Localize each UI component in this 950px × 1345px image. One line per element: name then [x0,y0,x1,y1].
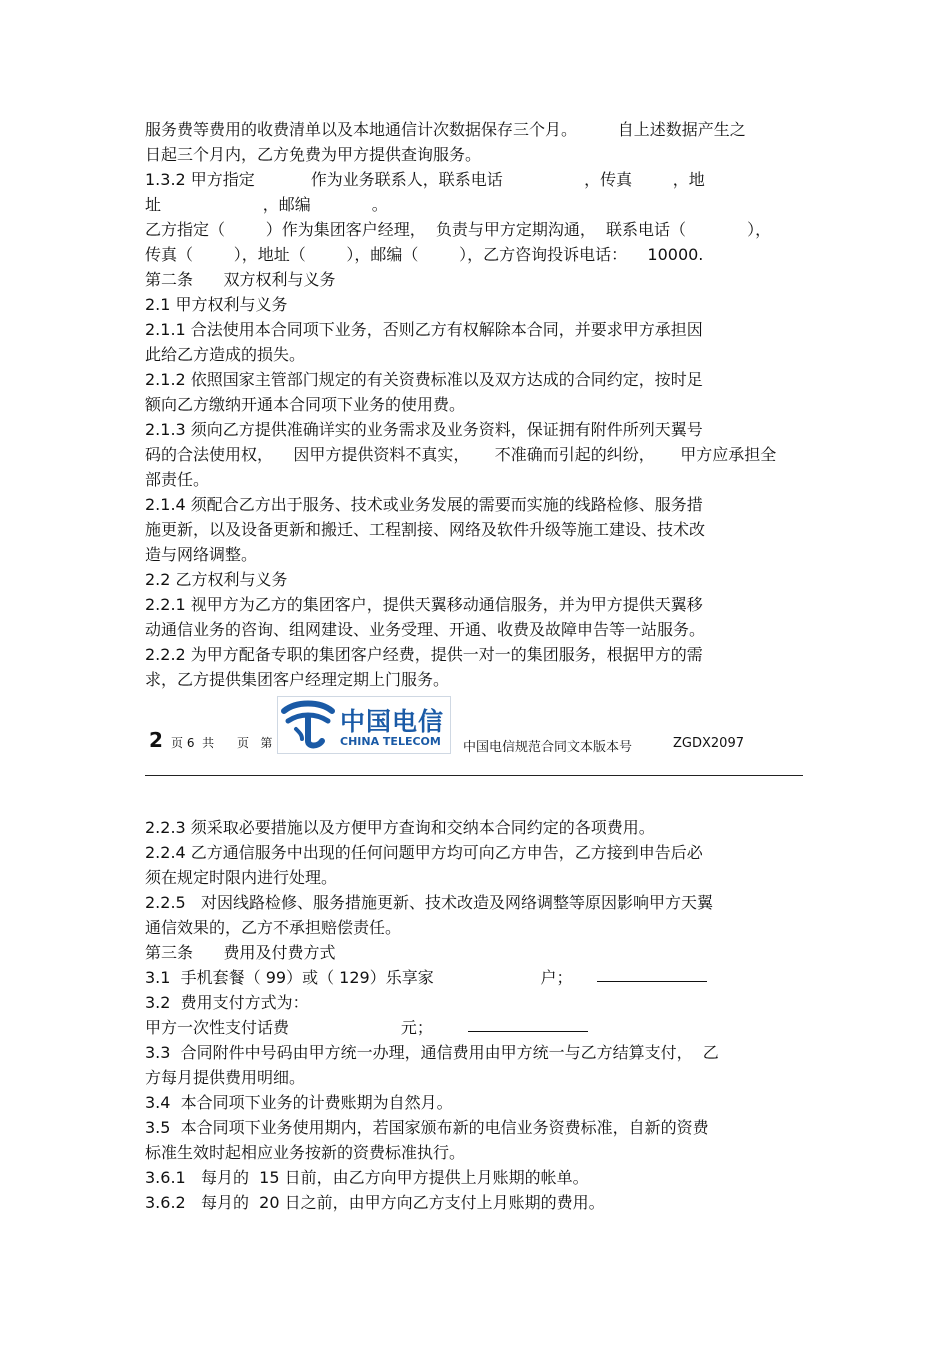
text-line: 3.2 费用支付方式为： [145,993,309,1012]
text-line: 此给乙方造成的损失。 [145,345,306,364]
text-line: 施更新，以及设备更新和搬迁、工程割接、网络及软件升级等施工建设、技术改 [145,520,706,539]
text-line: 求，乙方提供集团客户经理定期上门服务。 [145,670,450,689]
text-line: 2.2.1 视甲方为乙方的集团客户，提供天翼移动通信服务，并为甲方提供天翼移 [145,595,703,614]
page-divider [145,775,803,776]
telecom-swirl-icon [278,697,338,753]
document-version-code: ZGDX2097 [673,736,744,751]
text-line: 2.1.1 合法使用本合同项下业务，否则乙方有权解除本合同，并要求甲方承担因 [145,320,703,339]
text-line: 日起三个月内，乙方免费为甲方提供查询服务。 [145,145,482,164]
text-line: 3.4 本合同项下业务的计费账期为自然月。 [145,1093,453,1112]
text-line: 额向乙方缴纳开通本合同项下业务的使用费。 [145,395,466,414]
logo-chinese-text: 中国电信 [340,707,445,736]
text-line: 方每月提供费用明细。 [145,1068,306,1087]
text-line: 甲方一次性支付话费 元； [145,1018,433,1037]
document-version-label: 中国电信规范合同文本版本号 [463,740,633,755]
text-line: 址 ，邮编 。 [145,195,388,214]
page-count-text: 页 6 共 页 第 [171,736,273,750]
text-line: 2.1.4 须配合乙方出于服务、技术或业务发展的需要而实施的线路检修、服务措 [145,495,703,514]
section-heading: 第三条 费用及付费方式 [145,943,336,962]
page-footer [145,696,805,758]
logo-english-text: CHINA TELECOM [340,735,441,748]
text-line: 标准生效时起相应业务按新的资费标准执行。 [145,1143,466,1162]
subsection-heading: 2.1 甲方权利与义务 [145,295,288,314]
text-line: 3.3 合同附件中号码由甲方统一办理，通信费用由甲方统一与乙方结算支付， 乙 [145,1043,719,1062]
text-line: 服务费等费用的收费清单以及本地通信计次数据保存三个月。 自上述数据产生之 [145,120,746,139]
text-line: 须在规定时限内进行处理。 [145,868,338,887]
fill-in-blank-line [597,981,707,982]
text-line: 3.5 本合同项下业务使用期内，若国家颁布新的电信业务资费标准，自新的资费 [145,1118,709,1137]
text-line: 传真（ ），地址（ ），邮编（ ），乙方咨询投诉电话： 10000. [145,245,704,264]
text-line: 部责任。 [145,470,210,489]
text-line: 2.1.2 依照国家主管部门规定的有关资费标准以及双方达成的合同约定，按时足 [145,370,703,389]
subsection-heading: 2.2 乙方权利与义务 [145,570,288,589]
china-telecom-logo [277,696,451,754]
section-heading: 第二条 双方权利与义务 [145,270,336,289]
fill-in-blank-line [468,1031,588,1032]
text-line: 码的合法使用权， 因甲方提供资料不真实， 不准确而引起的纠纷， 甲方应承担全 [145,445,777,464]
text-line: 2.2.2 为甲方配备专职的集团客户经费，提供一对一的集团服务，根据甲方的需 [145,645,703,664]
text-line: 2.1.3 须向乙方提供准确详实的业务需求及业务资料，保证拥有附件所列天翼号 [145,420,703,439]
text-line: 通信效果的，乙方不承担赔偿责任。 [145,918,402,937]
text-line: 造与网络调整。 [145,545,258,564]
text-line: 2.2.4 乙方通信服务中出现的任何问题甲方均可向乙方申告，乙方接到申告后必 [145,843,703,862]
text-line: 1.3.2 甲方指定 作为业务联系人，联系电话 ，传真 ，地 [145,170,705,189]
text-line: 动通信业务的咨询、组网建设、业务受理、开通、收费及故障申告等一站服务。 [145,620,706,639]
text-line: 3.6.2 每月的 20 日之前，由甲方向乙方支付上月账期的费用。 [145,1193,605,1212]
page-number: 2 [149,728,163,752]
text-line: 3.1 手机套餐（ 99）或（ 129）乐享家 户； [145,968,573,987]
text-line: 3.6.1 每月的 15 日前，由乙方向甲方提供上月账期的帐单。 [145,1168,589,1187]
text-line: 2.2.3 须采取必要措施以及方便甲方查询和交纳本合同约定的各项费用。 [145,818,655,837]
text-line: 2.2.5 对因线路检修、服务措施更新、技术改造及网络调整等原因影响甲方天翼 [145,893,713,912]
text-line: 乙方指定（ ）作为集团客户经理， 负责与甲方定期沟通， 联系电话（ ）， [145,220,772,239]
